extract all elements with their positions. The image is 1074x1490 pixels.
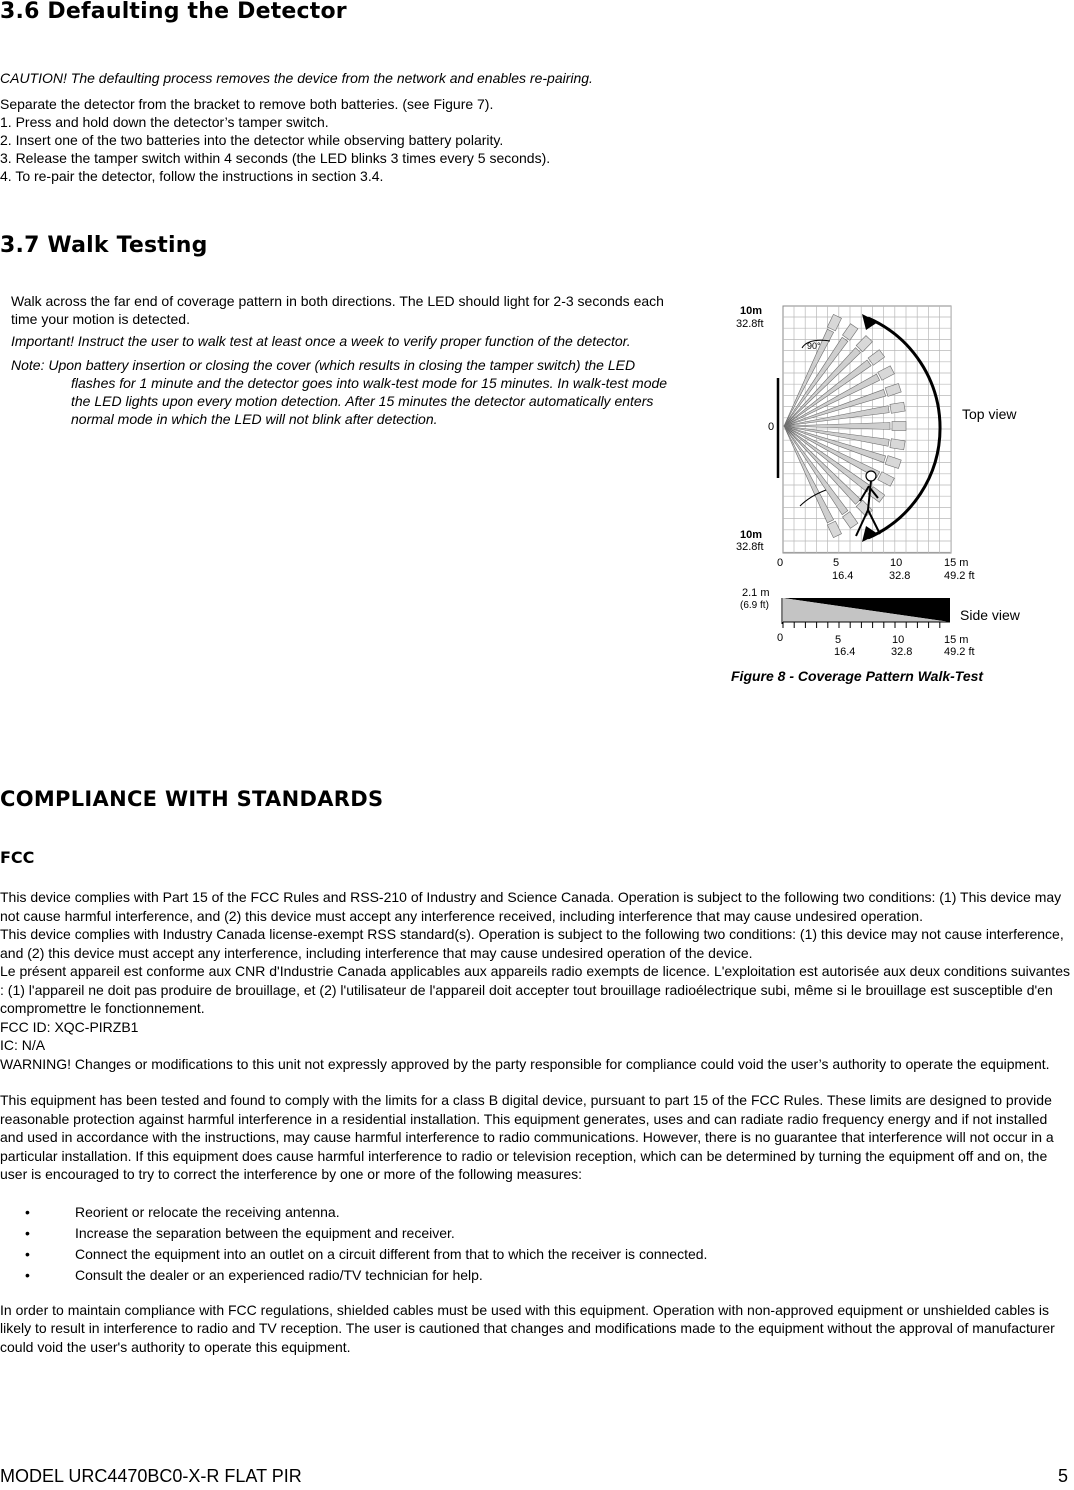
label-top-view: Top view <box>962 406 1017 422</box>
tick-top-5: 5 <box>833 557 840 569</box>
ic-number: IC: N/A <box>0 1037 46 1053</box>
tick-top-49-2: 49.2 ft <box>944 570 975 582</box>
caution-text: CAUTION! The defaulting process removes the device from the network and enables re-pairing. <box>0 70 593 86</box>
tick-side-10: 10 <box>892 634 905 646</box>
list-item: • Increase the separation between the equipment and receiver. <box>0 1223 1074 1244</box>
label-side-view: Side view <box>960 607 1020 623</box>
footer-model: MODEL URC4470BC0-X-R FLAT PIR <box>0 1466 302 1486</box>
label-zero-left: 0 <box>768 421 775 433</box>
tick-side-15: 15 m <box>944 634 969 646</box>
figure-caption: Figure 8 - Coverage Pattern Walk-Test <box>731 668 984 684</box>
coverage-pattern-figure <box>728 298 1038 663</box>
tick-top-10: 10 <box>890 557 903 569</box>
tick-top-15: 15 m <box>944 557 969 569</box>
fcc-block <box>0 888 1074 1356</box>
label-bottom-ft: 32.8ft <box>736 541 764 553</box>
tick-side-49-2: 49.2 ft <box>944 646 975 658</box>
fcc-warning: WARNING! Changes or modifications to this unit not expressly approved by the party responsible for compliance could void the user’s authority to operate the equipment. <box>0 1055 1050 1072</box>
step-4: 4. To re-pair the detector, follow the instructions in section 3.4. <box>0 168 384 184</box>
bullet-icon: • <box>25 1224 30 1241</box>
walk-test-important: Important! Instruct the user to walk test at least once a week to verify proper function of the detector. <box>11 333 631 349</box>
tick-side-16-4: 16.4 <box>834 646 856 658</box>
tick-top-16-4: 16.4 <box>832 570 854 582</box>
fcc-paragraph-2: This device complies with Industry Canada license-exempt RSS standard(s). Operation is subject to the following two conditions: (1) this device may not cause interference, and (2) this device must accept any interference, including interference that may cause undesired operation of the device. <box>0 926 1064 961</box>
page-number: 5 <box>1057 1466 1068 1486</box>
list-item: • Consult the dealer or an experienced radio/TV technician for help. <box>0 1265 1074 1286</box>
step-intro: Separate the detector from the bracket to remove both batteries. (see Figure 7). <box>0 96 494 112</box>
list-item: • Connect the equipment into an outlet on a circuit different from that to which the receiver is connected. <box>0 1244 1074 1265</box>
defaulting-steps <box>0 95 550 185</box>
label-bottom-m: 10m <box>740 529 763 541</box>
label-top-ft: 32.8ft <box>736 318 764 330</box>
label-height-m: 2.1 m <box>742 587 770 599</box>
list-item: • Reorient or relocate the receiving antenna. <box>0 1202 1074 1223</box>
fcc-id: FCC ID: XQC-PIRZB1 <box>0 1018 139 1035</box>
bullet-icon: • <box>25 1245 30 1262</box>
step-2: 2. Insert one of the two batteries into the detector while observing battery polarity. <box>0 132 504 148</box>
fcc-heading: FCC <box>0 848 35 867</box>
tick-top-32-8: 32.8 <box>889 570 911 582</box>
walk-test-text <box>11 292 674 428</box>
section-3-7-heading: 3.7 Walk Testing <box>0 233 208 258</box>
step-1: 1. Press and hold down the detector’s tamper switch. <box>0 114 329 130</box>
label-top-m: 10m <box>740 305 763 317</box>
tick-side-0: 0 <box>777 632 784 644</box>
tick-side-5: 5 <box>835 634 842 646</box>
tick-top-0: 0 <box>777 557 784 569</box>
compliance-heading: COMPLIANCE WITH STANDARDS <box>0 787 384 811</box>
fcc-paragraph-5: In order to maintain compliance with FCC regulations, shielded cables must be used with this equipment. Operation with non-approved equipment or unshielded cables is likely to result in interference to radio and TV reception. The user is cautioned that changes and modifications made to the equipment without the approval of manufacturer could void the user's authority to operate this equipment. <box>0 1301 1055 1355</box>
step-3: 3. Release the tamper switch within 4 seconds (the LED blinks 3 times every 5 seconds). <box>0 150 551 166</box>
side-view <box>782 598 950 628</box>
walk-test-note: Note: Upon battery insertion or closing the cover (which results in closing the tamper switch) the LED flashes for 1 minute and the detector goes into walk-test mode for 15 minutes. In walk-test mode the LED lights upon every motion detection. After 15 minutes the detector automatically enters normal mode in which the LED will not blink after detection. <box>11 357 668 427</box>
coverage-rays <box>780 314 906 537</box>
label-height-ft: (6.9 ft) <box>740 600 769 611</box>
arc-arrow-bottom <box>862 526 878 542</box>
bullet-icon: • <box>25 1203 30 1220</box>
walk-test-intro: Walk across the far end of coverage pattern in both directions. The LED should light for 2-3 seconds each time your motion is detected. <box>11 293 664 327</box>
bullet-icon: • <box>25 1266 30 1283</box>
fcc-paragraph-1: This device complies with Part 15 of the FCC Rules and RSS-210 of Industry and Science Canada. Operation is subject to the following two conditions: (1) This device may not cause harmful interference, and (2) this device must accept any interference received, including interference that may cause undesired operation. <box>0 889 1062 924</box>
fcc-paragraph-4: This equipment has been tested and found to comply with the limits for a class B digital device, pursuant to part 15 of the FCC Rules. These limits are designed to provide reasonable protection against harmful interference in a residential installation. This equipment generates, uses and can radiate radio frequency energy and if not installed and used in accordance with the instructions, may cause harmful interference to radio communications. However, there is no guarantee that interference will not occur in a particular installation. If this equipment does cause harmful interference to radio or television reception, which can be determined by turning the equipment off and on, the user is encouraged to try to correct the interference by one or more of the following measures: <box>0 1092 1054 1182</box>
label-angle: 90° <box>807 341 821 351</box>
arc-arrow-top <box>862 314 878 330</box>
fcc-paragraph-3: Le présent appareil est conforme aux CNR d'Industrie Canada applicables aux appareils radio exempts de licence. L'exploitation est autorisée aux deux conditions suivantes : (1) l'appareil ne doit pas produire de brouillage, et (2) l'utilisateur de l'appareil doit accepter tout brouillage radioélectrique subi, même si le brouillage est susceptible d'en compromettre le fonctionnement. <box>0 963 1070 1016</box>
section-3-6-heading: 3.6 Defaulting the Detector <box>0 0 347 24</box>
measures-list <box>0 1202 1074 1286</box>
tick-side-32-8: 32.8 <box>891 646 913 658</box>
